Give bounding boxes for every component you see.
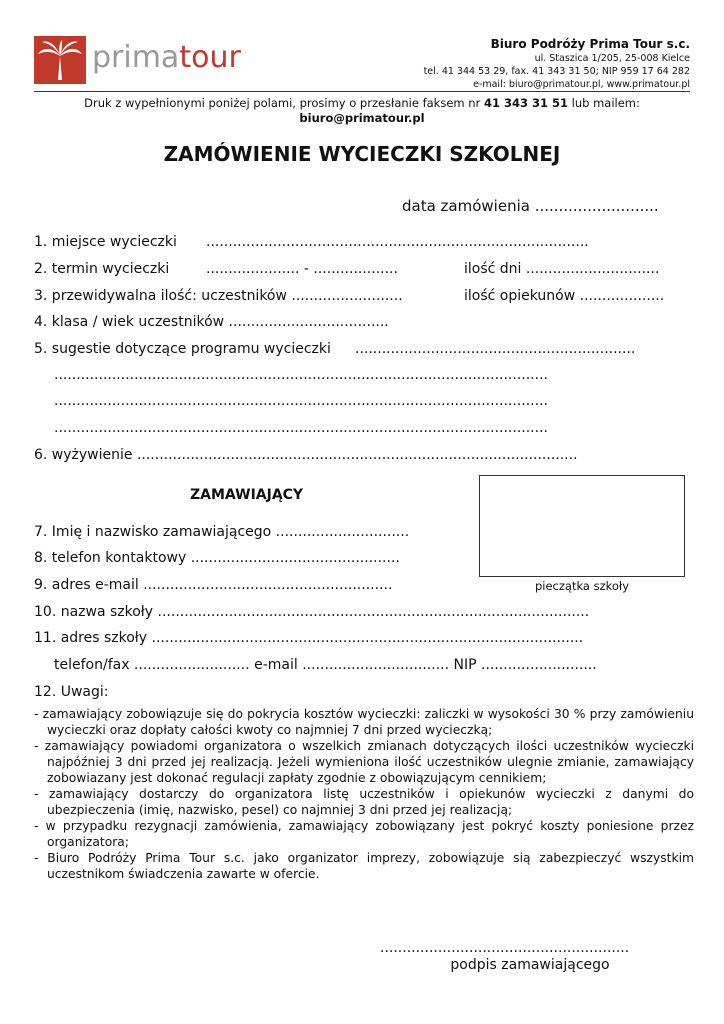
field-5-input[interactable]: ...............................................................: [355, 341, 636, 357]
notes-list: [34, 706, 694, 882]
company-address: ul. Staszica 1/205, 25-008 Kielce: [534, 53, 690, 64]
field-8[interactable]: 8. telefon kontaktowy ...............................................: [34, 550, 400, 566]
page-title: ZAMÓWIENIE WYCIECZKI SZKOLNEJ: [163, 142, 561, 166]
field-6[interactable]: 6. wyżywienie ...................................................................................................: [34, 447, 578, 463]
field-4[interactable]: 4. klasa / wiek uczestników ....................................: [34, 314, 389, 330]
school-stamp-label: pieczątka szkoły: [534, 579, 630, 593]
field-5-line[interactable]: ...............................................................................................................: [54, 420, 548, 436]
field-7[interactable]: 7. Imię i nazwisko zamawiającego ..............................: [34, 524, 410, 540]
intro-text: Druk z wypełnionymi poniżej polami, prosimy o przesłanie faksem nr 41 343 31 51 lub mailem: biuro@primatour.pl: [84, 96, 640, 125]
school-stamp-box: [479, 475, 685, 577]
note-item: - w przypadku rezygnacji zamówienia, zamawiający zobowiązany jest pokryć koszty poniesione przez organizatora;: [34, 819, 694, 849]
field-2-label: 2. termin wycieczki: [34, 261, 170, 277]
logo-wordmark: primatour: [92, 40, 241, 75]
field-10[interactable]: 10. nazwa szkoły .................................................................................................: [34, 604, 590, 620]
field-9[interactable]: 9. adres e-mail ........................................................: [34, 577, 393, 593]
field-3[interactable]: 3. przewidywalna ilość: uczestników .........................: [34, 288, 403, 304]
field-12-label: 12. Uwagi:: [34, 684, 109, 700]
note-item: - zamawiający dostarczy do organizatora listę uczestników i opiekunów wycieczki z danymi do ubezpieczenia (imię, nazwisko, pesel) co najmniej 3 dni przed jej realizacją;: [34, 787, 694, 817]
field-3-guardians[interactable]: ilość opiekunów ...................: [464, 288, 665, 304]
field-5-line[interactable]: ...............................................................................................................: [54, 393, 548, 409]
field-5-label: 5. sugestie dotyczące programu wycieczki: [34, 341, 331, 357]
palm-tree-icon: [34, 36, 86, 84]
company-name: Biuro Podróży Prima Tour s.c.: [490, 37, 690, 51]
fax-number: 41 343 31 51: [483, 96, 568, 110]
field-2-days[interactable]: ilość dni ..............................: [464, 261, 660, 277]
field-2-input[interactable]: ..................... - ...................: [206, 261, 398, 277]
section-ordering: ZAMAWIAJĄCY: [190, 487, 304, 503]
field-1-label: 1. miejsce wycieczki: [34, 234, 177, 250]
company-info: [330, 36, 690, 91]
field-11-contact[interactable]: telefon/fax .......................... e-mail ................................. NIP ..........................: [54, 657, 597, 673]
header-divider: [34, 91, 690, 92]
field-1-input[interactable]: ......................................................................................: [206, 234, 589, 250]
field-11[interactable]: 11. adres szkoły .................................................................................................: [34, 630, 584, 646]
company-contact: e-mail: biuro@primatour.pl, www.primatour.pl: [473, 79, 690, 90]
signature-label: podpis zamawiającego: [450, 957, 610, 973]
note-item: - zamawiający zobowiązuje się do pokrycia kosztów wycieczki: zaliczki w wysokości 30 % przy zamówieniu wycieczki oraz dopłaty całości kwoty co najmniej 7 dni przed wycieczką;: [34, 707, 694, 737]
order-date-field[interactable]: data zamówienia ..........................: [402, 197, 659, 215]
note-item: - Biuro Podróży Prima Tour s.c. jako organizator imprezy, zobowiązuje sią zabezpieczyć wszystkim uczestnikom świadczenia zawarte w ofercie.: [34, 851, 694, 881]
signature-line[interactable]: ........................................................: [380, 940, 630, 956]
note-item: - zamawiający powiadomi organizatora o wszelkich zmianach dotyczących ilości uczestników wycieczki najpóźniej 3 dni przed jej realizacją. Jeżeli wymieniona ilość uczestników ulegnie zmianie, zamawiający zobowiazany jest dokonać regulacji zapłaty zgodnie z obowiązującym cennikiem;: [34, 739, 694, 785]
company-phone: tel. 41 344 53 29, fax. 41 343 31 50; NIP 959 17 64 282: [423, 66, 690, 77]
intro-email: biuro@primatour.pl: [299, 111, 425, 125]
field-5-line[interactable]: ...............................................................................................................: [54, 367, 548, 383]
